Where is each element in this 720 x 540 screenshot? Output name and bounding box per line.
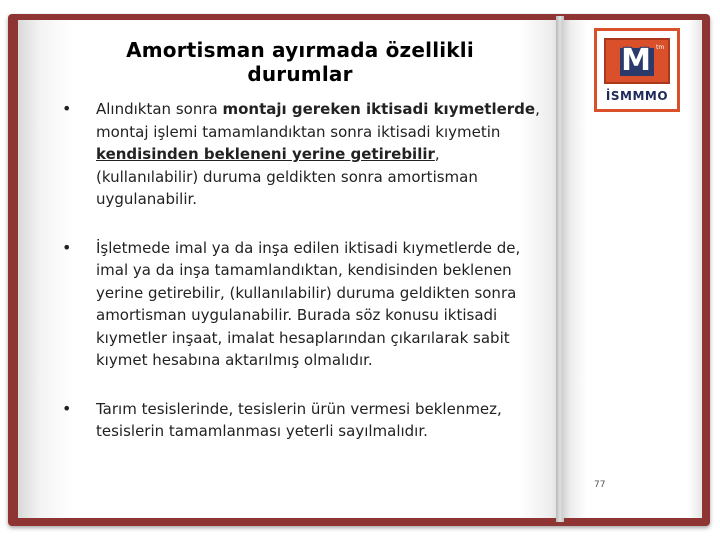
bullet-marker: • (62, 398, 72, 418)
page-number: 77 (594, 480, 606, 490)
title-line-1: Amortisman ayırmada özellikli (126, 38, 474, 62)
ismmmo-logo (594, 28, 680, 112)
bullet-segment: Alındıktan sonra (96, 100, 223, 118)
bullet-item-1 (60, 98, 544, 211)
logo-trademark: tm (656, 44, 665, 51)
bullet-segment: , montaj işlemi tamamlandıktan sonra iktisadi kıymetin (96, 100, 540, 141)
bullet-item-3 (60, 398, 544, 443)
bullet-item-2 (60, 237, 544, 372)
bullet-text (96, 100, 540, 208)
bullet-segment: , (kullanılabilir) duruma geldikten sonra amortisman uygulanabilir. (96, 145, 478, 208)
title-line-2: durumlar (247, 62, 353, 86)
logo-letter: M (621, 43, 651, 78)
bullet-segment-bold: montajı gereken iktisadi kıymetlerde (222, 100, 536, 118)
bullet-text: İşletmede imal ya da inşa edilen iktisadi kıymetlerde de, imal ya da inşa tamamlandıktan, kendisinden beklenen yerine getirebilir, (kullanılabilir) duruma geldikten sonra amortisman uygulanabilir. Burada söz konusu iktisadi kıymetler inşaat, imalat hesaplarından çıkarılarak sabit kıymet hesabına aktarılmış olmalıdır. (96, 238, 521, 369)
bullet-segment-bold-underline: kendisinden bekleneni yerine getirebilir (96, 145, 435, 163)
bullet-list (60, 98, 544, 443)
bullet-marker: • (62, 99, 72, 118)
bullet-marker: • (62, 237, 72, 257)
slide-title (70, 38, 530, 86)
bullet-text: Tarım tesislerinde, tesislerin ürün vermesi beklenmez, tesislerin tamamlanması yeterli sayılmalıdır. (96, 399, 502, 440)
logo-text: İSMMMO (605, 89, 669, 103)
logo-emblem (604, 38, 670, 84)
